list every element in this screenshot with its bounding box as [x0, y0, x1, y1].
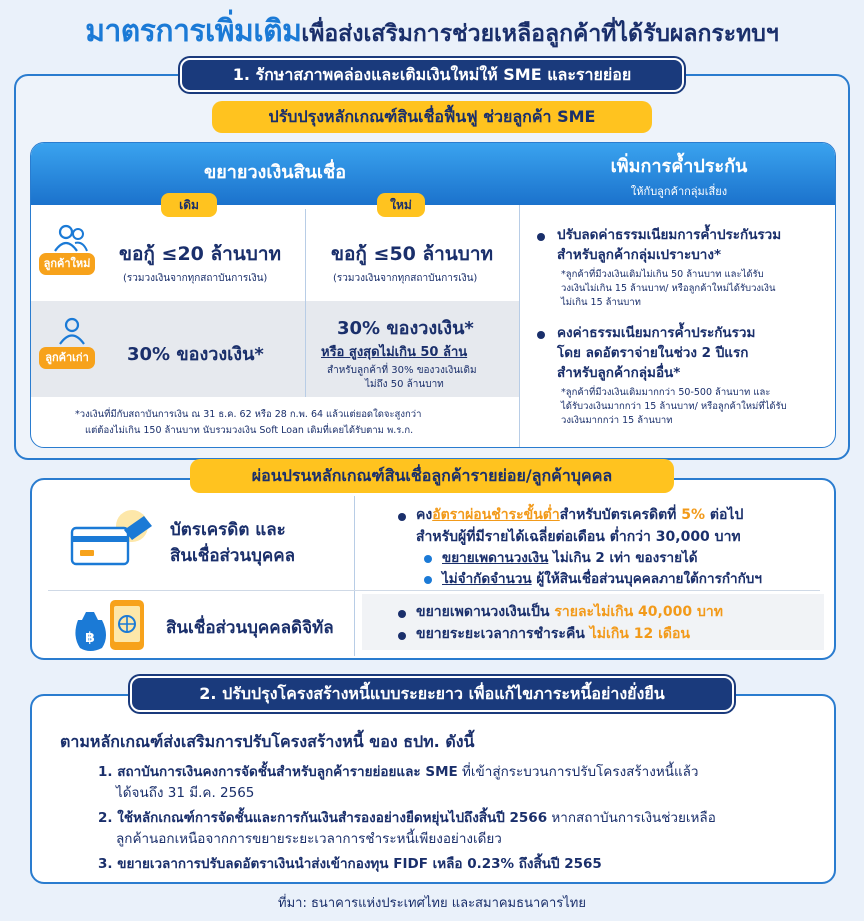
section1-subheading [212, 101, 652, 133]
guarantee-header [521, 151, 836, 200]
card-point-3-rest: ผู้ให้สินเชื่อส่วนบุคคลภายใต้การกำกับฯ [531, 571, 762, 587]
card-point-1-post: ต่อไป [705, 507, 744, 523]
digital-point-1 [416, 601, 723, 623]
guarantee1-note2: วงเงินไม่เกิน 15 ล้านบาท/ หรือลูกค้าใหม่ได้รับวงเงิน [561, 283, 776, 294]
section2-item2-bold: 2. ใช้หลักเกณฑ์การจัดชั้นและการกันเงินสำรองอย่างยืดหยุ่นไปถึงสิ้นปี 2566 [98, 810, 548, 826]
credit-footnote-1: *วงเงินที่มีกับสถาบันการเงิน ณ 31 ธ.ค. 62 หรือ 28 ก.พ. 64 แล้วแต่ยอดใดจะสูงกว่า [75, 409, 422, 420]
old-customer-new-line1: 30% ของวงเงิน* [337, 318, 474, 339]
guarantee2-note3: วงเงินมากกว่า 15 ล้านบาท [561, 415, 673, 426]
digital-point-2-pre: ขยายระยะเวลาการชำระคืน [416, 626, 590, 642]
section2-box [30, 694, 836, 884]
card-label-line2: สินเชื่อส่วนบุคคล [170, 546, 296, 566]
credit-card-icon [68, 506, 158, 568]
card-point-3 [442, 567, 762, 589]
old-customer-new-line2: หรือ สูงสุดไม่เกิน 50 ล้าน [321, 345, 468, 360]
card-point-2 [442, 546, 698, 568]
guarantee-bullet-2 [537, 331, 545, 339]
card-point-1-mid: สำหรับบัตรเครดิตที่ [559, 507, 682, 523]
guarantee-header-sub: ให้กับลูกค้ากลุ่มเสี่ยง [630, 185, 728, 198]
card-label-line1: บัตรเครดิต และ [170, 520, 286, 540]
guarantee-header-title: เพิ่มการค้ำประกัน [610, 156, 748, 177]
card-point-1-pct: 5% [681, 507, 706, 523]
section2-item2 [98, 806, 716, 828]
credit-footnote-2: แต่ต้องไม่เกิน 150 ล้านบาท นับรวมวงเงิน Soft Loan เดิมที่เคยได้รับตาม พ.ร.ก. [85, 425, 414, 436]
old-new-divider [305, 209, 306, 397]
old-customer-badge: ลูกค้าเก่า [39, 347, 95, 369]
credit-expand-header: ขยายวงเงินสินเชื่อ [203, 162, 347, 183]
guarantee2-line2: โดย ลดอัตราจ่ายในช่วง 2 ปีแรก [557, 345, 749, 361]
guarantee1-line1: ปรับลดค่าธรรมเนียมการค้ำประกันรวม [557, 227, 782, 243]
person-icon [57, 317, 87, 345]
tag-new: ใหม่ [377, 193, 425, 217]
guarantee2-line3: สำหรับลูกค้ากลุ่มอื่น* [557, 365, 681, 381]
section2-heading-text: 2. ปรับปรุงโครงสร้างหนี้แบบระยะยาว เพื่อแก้ไขภาระหนี้อย่างยั่งยืน [199, 684, 665, 703]
card-point-1-hl: อัตราผ่อนชำระขั้นต่ำ [432, 507, 560, 523]
new-customer-new-amount: ขอกู้ ≤50 ล้านบาท [331, 243, 494, 265]
old-customer-old-value: 30% ของวงเงิน* [127, 344, 264, 365]
new-customer-old-amount: ขอกู้ ≤20 ล้านบาท [119, 243, 282, 265]
retail-heading-text: ผ่อนปรนหลักเกณฑ์สินเชื่อลูกค้ารายย่อย/ลูกค้าบุคคล [251, 466, 613, 485]
card-point-1-pre: คง [416, 507, 433, 523]
card-point-3-hl: ไม่จำกัดจำนวน [442, 571, 532, 587]
card-bullet-2 [424, 555, 432, 563]
page-title [0, 8, 864, 55]
new-customer-badge: ลูกค้าใหม่ [39, 253, 95, 275]
title-rest: เพื่อส่งเสริมการช่วยเหลือลูกค้าที่ได้รับผลกระทบฯ [301, 21, 779, 47]
section1-subheading-text: ปรับปรุงหลักเกณฑ์สินเชื่อฟื้นฟู ช่วยลูกค้า SME [268, 107, 596, 126]
section2-intro: ตามหลักเกณฑ์ส่งเสริมการปรับโครงสร้างหนี้ ของ ธปท. ดังนี้ [60, 732, 475, 751]
retail-heading [190, 459, 674, 493]
guarantee-bullet-1 [537, 233, 545, 241]
digital-point-1-pre: ขยายเพดานวงเงินเป็น [416, 604, 555, 620]
section2-item2-rest: หากสถาบันการเงินช่วยเหลือ [547, 810, 716, 826]
digital-bullet-1 [398, 610, 406, 618]
tag-old: เดิม [161, 193, 217, 217]
digital-wallet-icon [68, 596, 160, 654]
column-divider [519, 205, 520, 448]
digital-bullet-2 [398, 632, 406, 640]
guarantee2-note2: ได้รับวงเงินมากกว่า 15 ล้านบาท/ หรือลูกค้าใหม่ที่ได้รับ [561, 401, 787, 412]
guarantee2-note1: *ลูกค้าที่มีวงเงินเดิมมากกว่า 50-500 ล้านบาท และ [561, 387, 771, 398]
section2-heading [130, 676, 734, 712]
card-point-1-line2: สำหรับผู้ที่มีรายได้เฉลี่ยต่อเดือน ต่ำกว่า 30,000 บาท [416, 529, 741, 545]
card-point-1 [416, 504, 743, 526]
section2-item3: 3. ขยายเวลาการปรับลดอัตราเงินนำส่งเข้ากองทุน FIDF เหลือ 0.23% ถึงสิ้นปี 2565 [98, 856, 602, 872]
section2-item1-bold: 1. สถาบันการเงินคงการจัดชั้นสำหรับลูกค้ารายย่อยและ SME [98, 764, 458, 780]
svg-text:฿: ฿ [85, 630, 95, 646]
guarantee1-note3: ไม่เกิน 15 ล้านบาท [561, 297, 641, 308]
title-highlight: มาตรการเพิ่มเติม [85, 14, 302, 49]
digital-point-2-hl: ไม่เกิน 12 เดือน [589, 626, 690, 642]
card-point-2-hl: ขยายเพดานวงเงิน [442, 550, 549, 566]
old-customer-new-note2: ไม่ถึง 50 ล้านบาท [365, 379, 444, 390]
new-customer-old-note: (รวมวงเงินจากทุกสถาบันการเงิน) [123, 273, 268, 284]
retail-row-divider [48, 590, 820, 591]
section2-item1 [98, 760, 699, 782]
card-point-2-rest: ไม่เกิน 2 เท่า ของรายได้ [548, 550, 698, 566]
section1-heading-text: 1. รักษาสภาพคล่องและเติมเงินใหม่ให้ SME และรายย่อย [232, 65, 632, 84]
old-customer-new-note1: สำหรับลูกค้าที่ 30% ของวงเงินเดิม [327, 365, 477, 376]
new-customer-new-note: (รวมวงเงินจากทุกสถาบันการเงิน) [333, 273, 478, 284]
section2-item1-line2: ได้จนถึง 31 มี.ค. 2565 [116, 785, 255, 801]
section2-item2-line2: ลูกค้านอกเหนือจากการขยายระยะเวลาการชำระหนี้เพียงอย่างเดียว [116, 831, 502, 847]
credit-panel [30, 142, 836, 448]
digital-point-2 [416, 623, 690, 645]
source-note: ที่มา: ธนาคารแห่งประเทศไทย และสมาคมธนาคารไทย [278, 896, 586, 911]
section2-item1-rest: ที่เข้าสู่กระบวนการปรับโครงสร้างหนี้แล้ว [457, 764, 699, 780]
card-bullet-3 [424, 576, 432, 584]
digital-point-1-hl: รายละไม่เกิน 40,000 บาท [554, 604, 723, 620]
retail-divider [354, 496, 355, 656]
digital-label: สินเชื่อส่วนบุคคลดิจิทัล [166, 618, 334, 638]
section1-heading [180, 58, 684, 92]
guarantee2-line1: คงค่าธรรมเนียมการค้ำประกันรวม [557, 325, 756, 341]
retail-box [30, 478, 836, 660]
card-bullet-1 [398, 513, 406, 521]
guarantee1-line2: สำหรับลูกค้ากลุ่มเปราะบาง* [557, 247, 722, 263]
people-icon [53, 223, 89, 253]
guarantee1-note1: *ลูกค้าที่มีวงเงินเดิมไม่เกิน 50 ล้านบาท และได้รับ [561, 269, 764, 280]
